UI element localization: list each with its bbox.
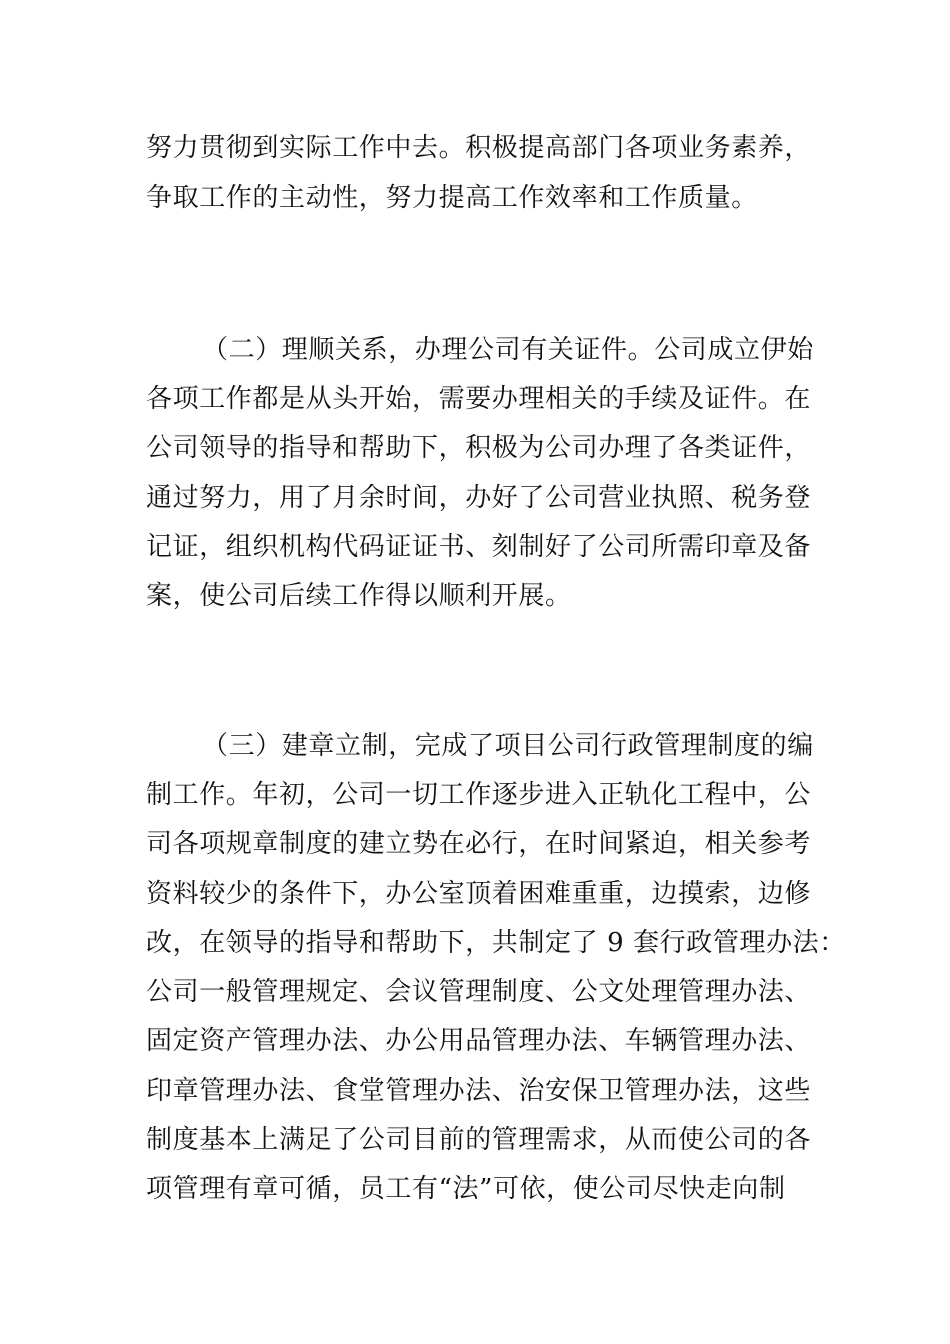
- paragraph-line: 资料较少的条件下，办公室顶着困难重重，边摸索，边修: [146, 879, 812, 909]
- paragraph-line: （二）理顺关系，办理公司有关证件。公司成立伊始: [202, 335, 814, 365]
- paragraph-line: 制工作。年初，公司一切工作逐步进入正轨化工程中，公: [146, 780, 812, 810]
- paragraph-line: 努力贯彻到实际工作中去。积极提高部门各项业务素养，: [146, 133, 812, 163]
- paragraph-line: （三）建章立制，完成了项目公司行政管理制度的编: [202, 731, 814, 761]
- paragraph-line: 记证，组织机构代码证证书、刻制好了公司所需印章及备: [146, 532, 812, 562]
- paragraph-line: 各项工作都是从头开始，需要办理相关的手续及证件。在: [146, 384, 812, 414]
- paragraph-line: 案，使公司后续工作得以顺利开展。: [146, 581, 572, 611]
- paragraph-line: 项管理有章可循，员工有“法”可依，使公司尽快走向制: [146, 1174, 786, 1204]
- paragraph-line: 通过努力，用了月余时间，办好了公司营业执照、税务登: [146, 483, 812, 513]
- paragraph-line: 公司领导的指导和帮助下，积极为公司办理了各类证件，: [146, 433, 812, 463]
- paragraph-line: 公司一般管理规定、会议管理制度、公文处理管理办法、: [146, 977, 812, 1007]
- paragraph-line: 印章管理办法、食堂管理办法、治安保卫管理办法，这些: [146, 1076, 812, 1106]
- paragraph-line: 改，在领导的指导和帮助下，共制定了 9 套行政管理办法：: [146, 928, 846, 958]
- paragraph-line: 司各项规章制度的建立势在必行，在时间紧迫，相关参考: [146, 829, 812, 859]
- paragraph-line: 争取工作的主动性，努力提高工作效率和工作质量。: [146, 183, 758, 213]
- paragraph-line: 固定资产管理办法、办公用品管理办法、车辆管理办法、: [146, 1026, 812, 1056]
- paragraph-line: 制度基本上满足了公司目前的管理需求，从而使公司的各: [146, 1125, 812, 1155]
